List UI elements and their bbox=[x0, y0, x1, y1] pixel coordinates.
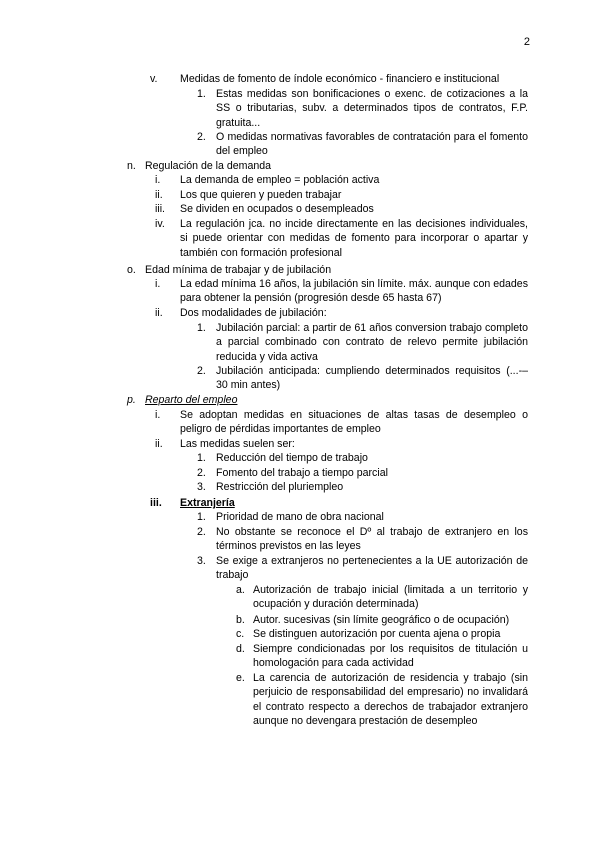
list-item bbox=[150, 496, 528, 510]
list-text: O medidas normativas favorables de contratación para el fomento del empleo bbox=[216, 131, 528, 158]
list-marker: v. bbox=[150, 73, 158, 85]
list-text: Jubilación anticipada: cumpliendo determinados requisitos (...-– 30 min antes) bbox=[216, 365, 528, 392]
list-text: No obstante se reconoce el Dº al trabajo de extranjero en los términos previstos en las leyes bbox=[216, 526, 528, 553]
list-marker: 3. bbox=[197, 481, 206, 493]
list-item bbox=[197, 525, 528, 554]
list-item bbox=[197, 130, 528, 159]
list-marker: ii. bbox=[155, 438, 163, 450]
list-text: Jubilación parcial: a partir de 61 años conversion trabajo completo a parcial combinado con contrato de relevo permite jubilación reducida y vida activa bbox=[216, 322, 528, 363]
list-text: Se exige a extranjeros no pertenecientes a la UE autorización de trabajo bbox=[216, 555, 528, 582]
list-item bbox=[155, 202, 528, 216]
list-marker: ii. bbox=[155, 189, 163, 201]
list-marker: a. bbox=[236, 584, 245, 596]
list-marker: 3. bbox=[197, 555, 206, 567]
list-text: Fomento del trabajo a tiempo parcial bbox=[216, 467, 388, 479]
list-item bbox=[197, 87, 528, 130]
list-marker: b. bbox=[236, 614, 245, 626]
list-item bbox=[155, 173, 528, 187]
list-item bbox=[197, 451, 528, 465]
list-item bbox=[127, 393, 527, 407]
list-item bbox=[155, 306, 528, 320]
list-item bbox=[197, 364, 528, 393]
list-marker: 1. bbox=[197, 322, 206, 334]
list-text: La demanda de empleo = población activa bbox=[180, 174, 380, 186]
list-text: Se dividen en ocupados o desempleados bbox=[180, 203, 374, 215]
list-marker: c. bbox=[236, 628, 245, 640]
list-item bbox=[150, 72, 530, 86]
list-marker: p. bbox=[127, 394, 136, 406]
section-heading: Edad mínima de trabajar y de jubilación bbox=[145, 264, 332, 276]
list-text: Siempre condicionadas por los requisitos de titulación u homologación para cada actividad bbox=[253, 643, 528, 670]
list-item bbox=[197, 510, 528, 524]
list-text: Reducción del tiempo de trabajo bbox=[216, 452, 368, 464]
list-marker: 2. bbox=[197, 131, 206, 143]
list-marker: ii. bbox=[155, 307, 163, 319]
list-marker: n. bbox=[127, 160, 136, 172]
list-text: Prioridad de mano de obra nacional bbox=[216, 511, 384, 523]
list-marker: iii. bbox=[155, 203, 166, 215]
list-item bbox=[236, 627, 528, 641]
list-text: Restricción del pluriempleo bbox=[216, 481, 344, 493]
section-heading: Reparto del empleo bbox=[145, 394, 238, 406]
list-marker: i. bbox=[155, 409, 161, 421]
list-text: Las medidas suelen ser: bbox=[180, 438, 295, 450]
list-item bbox=[236, 613, 528, 627]
list-text: La edad mínima 16 años, la jubilación sin límite. máx. aunque con edades para obtener la pensión (progresión desde 65 hasta 67) bbox=[180, 278, 528, 305]
list-item bbox=[197, 466, 528, 480]
list-text: Los que quieren y pueden trabajar bbox=[180, 189, 342, 201]
list-text: Dos modalidades de jubilación: bbox=[180, 307, 327, 319]
list-item bbox=[127, 263, 527, 277]
section-heading: Extranjería bbox=[180, 497, 235, 509]
list-text: Autorización de trabajo inicial (limitada a un territorio y ocupación y duración determinada) bbox=[253, 584, 528, 611]
list-item bbox=[155, 217, 528, 260]
list-marker: 1. bbox=[197, 511, 206, 523]
list-marker: d. bbox=[236, 643, 245, 655]
list-item bbox=[155, 188, 528, 202]
list-marker: 2. bbox=[197, 467, 206, 479]
list-item bbox=[236, 583, 528, 612]
list-item bbox=[197, 554, 528, 583]
list-item bbox=[155, 437, 528, 451]
list-marker: o. bbox=[127, 264, 136, 276]
list-item bbox=[236, 671, 528, 729]
list-marker: 1. bbox=[197, 452, 206, 464]
list-item bbox=[155, 408, 528, 437]
list-text: Se adoptan medidas en situaciones de altas tasas de desempleo o peligro de pérdidas importantes de empleo bbox=[180, 409, 528, 436]
page-number: 2 bbox=[523, 36, 530, 48]
section-heading: Regulación de la demanda bbox=[145, 160, 272, 172]
list-marker: 1. bbox=[197, 88, 206, 100]
list-marker: 2. bbox=[197, 365, 206, 377]
list-text: Se distinguen autorización por cuenta ajena o propia bbox=[253, 628, 501, 640]
list-marker: iii. bbox=[150, 497, 162, 509]
list-text: Estas medidas son bonificaciones o exenc. de cotizaciones a la SS o tributarias, subv. a determinados tipos de contratos, F.P. gratuita... bbox=[216, 88, 528, 129]
list-text: Medidas de fomento de índole económico - financiero e institucional bbox=[180, 73, 500, 85]
list-text: La carencia de autorización de residencia y trabajo (sin perjuicio de responsabilidad del empresario) no invalidará el contrato respecto a derechos de trabajador extranjero aunque no devengara prestación de desempleo bbox=[253, 672, 528, 728]
list-marker: 2. bbox=[197, 526, 206, 538]
list-marker: iv. bbox=[155, 218, 165, 230]
list-item bbox=[197, 321, 528, 364]
list-text: Autor. sucesivas (sin límite geográfico o de ocupación) bbox=[253, 614, 510, 626]
list-item bbox=[127, 159, 527, 173]
list-marker: i. bbox=[155, 174, 161, 186]
list-item bbox=[197, 480, 528, 494]
list-item bbox=[236, 642, 528, 671]
list-marker: i. bbox=[155, 278, 161, 290]
list-text: La regulación jca. no incide directamente en las decisiones individuales, si puede orientar con medidas de fomento para incorporar o apartar y también con formación profesional bbox=[180, 218, 528, 259]
list-marker: e. bbox=[236, 672, 245, 684]
list-item bbox=[155, 277, 528, 306]
